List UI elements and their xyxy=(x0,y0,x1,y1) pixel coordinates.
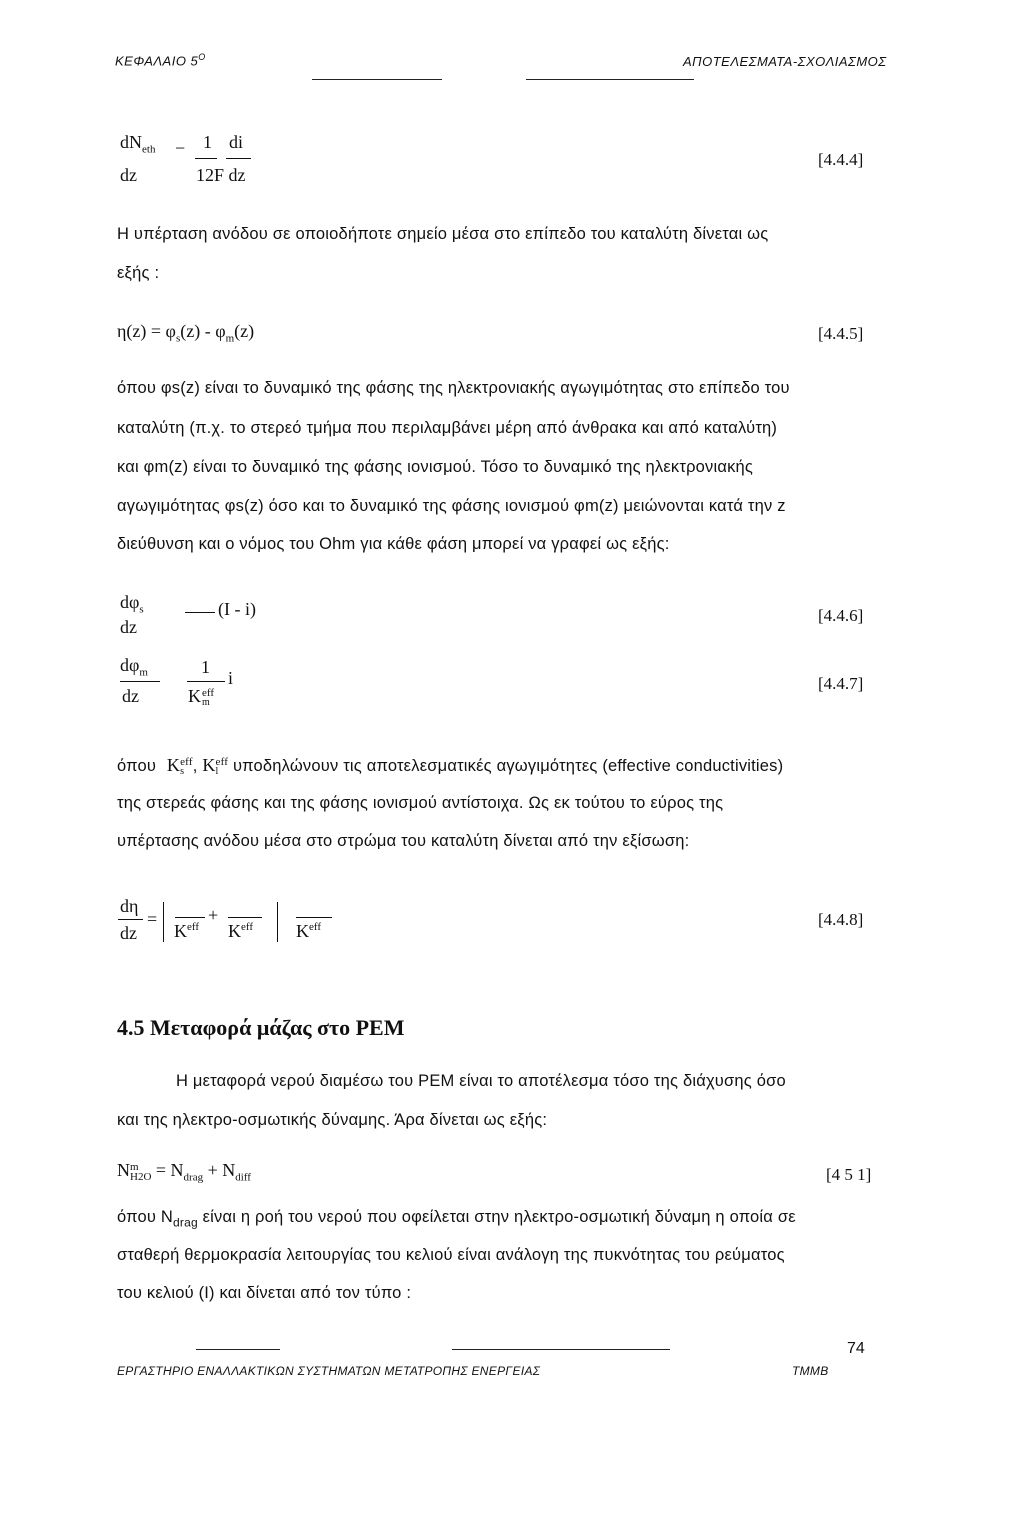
eq447-num: $d\varphi_m$ xyxy=(120,655,148,679)
para2-line2: καταλύτη (π.χ. το στερεό τμήμα που περιλαμβάνει μέρη από άνθρακα και από καταλύτη) xyxy=(117,419,778,437)
eq451-number: [4 5 1] xyxy=(826,1165,872,1184)
eq448-den: dz xyxy=(120,923,137,943)
eq444-frac-line-2 xyxy=(226,158,251,159)
section-heading: 4.5 Μεταφορά μάζας στο PEM xyxy=(117,1015,405,1040)
eq445-expression: $\eta(z) = \varphi_s(z) - \varphi_m(z)$ xyxy=(117,321,255,345)
eq448-number: [4.4.8] xyxy=(818,910,864,929)
eq448-frac-line-3 xyxy=(296,917,332,918)
eq446-den: dz xyxy=(120,617,137,637)
header-rule-left xyxy=(312,79,442,80)
para1-line1: Η υπέρταση ανόδου σε οποιοδήποτε σημείο μέσα στο επίπεδο του καταλύτη δίνεται ως xyxy=(117,225,769,243)
header-chapter: ΚΕΦΑΛΑΙΟ $5^O$ xyxy=(115,52,206,69)
eq445-number: [4.4.5] xyxy=(818,324,864,343)
footer-rule-right xyxy=(452,1349,670,1350)
eq447-frac-den: K eff m xyxy=(188,686,215,708)
eq448-paren-left xyxy=(163,902,170,942)
eq444-num-left: $dN_{eth}$ xyxy=(120,132,156,156)
header-section-title: ΑΠΟΤΕΛΕΣΜΑΤΑ-ΣΧΟΛΙΑΣΜΟΣ xyxy=(683,54,887,69)
eq448-frac-line xyxy=(118,919,143,920)
para2-line3: και φm(z) είναι το δυναμικό της φάσης ιονισμού. Τόσο το δυναμικό της ηλεκτρονιακής xyxy=(117,458,754,476)
eq446-rhs: (I - i) xyxy=(218,599,256,619)
eq447-frac-line-right xyxy=(187,681,225,682)
eq448-plus: + xyxy=(208,905,219,925)
eq444-number: [4.4.4] xyxy=(818,150,864,169)
para3-line1: όπου K eff s , K eff l υποδηλώνουν τις αποτελεσματικές αγωγιμότητες (effective conductivities) xyxy=(117,755,784,777)
eq444-frac-line-1 xyxy=(195,158,217,159)
k-eff-s: K eff s xyxy=(166,755,193,777)
eq448-paren-right xyxy=(271,902,278,942)
eq448-frac-line-1 xyxy=(175,917,205,918)
eq446-frac-line xyxy=(185,612,215,613)
header-rule-right xyxy=(526,79,694,80)
eq448-k2: $K^{eff}$ xyxy=(228,921,254,941)
footer-rule-left xyxy=(196,1349,280,1350)
footer-lab-name: ΕΡΓΑΣΤΗΡΙΟ ΕΝΑΛΛΑΚΤΙΚΩΝ ΣΥΣΤΗΜΑΤΩΝ ΜΕΤΑΤΡΟΠΗΣ ΕΝΕΡΓΕΙΑΣ xyxy=(117,1364,541,1378)
eq447-frac-line-left xyxy=(120,681,160,682)
eq444-num-right: di xyxy=(229,132,244,152)
eq448-k1: $K^{eff}$ xyxy=(174,921,200,941)
footer-department: ΤΜΜΒ xyxy=(792,1364,829,1378)
para5-line2: σταθερή θερμοκρασία λειτουργίας του κελιού είναι ανάλογη της πυκνότητας του ρεύματος xyxy=(117,1246,785,1264)
para3-line3: υπέρτασης ανόδου μέσα στο στρώμα του καταλύτη δίνεται από την εξίσωση: xyxy=(117,832,690,850)
para1-line2: εξής : xyxy=(117,264,160,282)
eq444-minus: − xyxy=(175,138,186,158)
para2-line5: διεύθυνση και ο νόμος του Ohm για κάθε φάση μπορεί να γραφεί ως εξής: xyxy=(117,535,670,553)
para2-line1: όπου φs(z) είναι το δυναμικό της φάσης της ηλεκτρονιακής αγωγιμότητας στο επίπεδο του xyxy=(117,379,790,397)
para4-line1: Η μεταφορά νερού διαμέσω του PEM είναι το αποτέλεσμα τόσο της διάχυσης όσο xyxy=(176,1072,786,1090)
eq446-num: $d\varphi_s$ xyxy=(120,592,144,616)
page-number: 74 xyxy=(847,1340,865,1357)
eq451-expression: N m H2O = $N_{drag} + N_{diff}$ xyxy=(117,1160,251,1184)
para5-line1: όπου $N_{drag}$ είναι η ροή του νερού που οφείλεται στην ηλεκτρο-οσμωτική δύναμη η οποία σε xyxy=(117,1208,796,1230)
para5-line3: του κελιού (I) και δίνεται από τον τύπο : xyxy=(117,1284,412,1302)
eq444-den-left: dz xyxy=(120,165,137,185)
eq448-frac-line-2 xyxy=(228,917,262,918)
eq447-frac-num: 1 xyxy=(201,657,210,677)
eq448-equals: = xyxy=(147,909,158,929)
para3-line2: της στερεάς φάσης και της φάσης ιονισμού αντίστοιχα. Ως εκ τούτου το εύρος της xyxy=(117,794,724,812)
para4-line2: και της ηλεκτρο-οσμωτικής δύναμης. Άρα δίνεται ως εξής: xyxy=(117,1111,548,1129)
eq444-den-right: 12F dz xyxy=(196,165,246,185)
para2-line4: αγωγιμότητας φs(z) όσο και το δυναμικό της φάσης ιονισμού φm(z) μειώνονται κατά την z xyxy=(117,497,786,515)
eq448-num: dη xyxy=(120,896,139,916)
eq446-number: [4.4.6] xyxy=(818,606,864,625)
k-eff-l: K eff l xyxy=(202,755,229,777)
eq447-rhs: i xyxy=(228,668,234,688)
eq447-den: dz xyxy=(122,686,139,706)
eq444-num-mid: 1 xyxy=(203,132,212,152)
eq447-number: [4.4.7] xyxy=(818,674,864,693)
eq448-k3: $K^{eff}$ xyxy=(296,921,322,941)
